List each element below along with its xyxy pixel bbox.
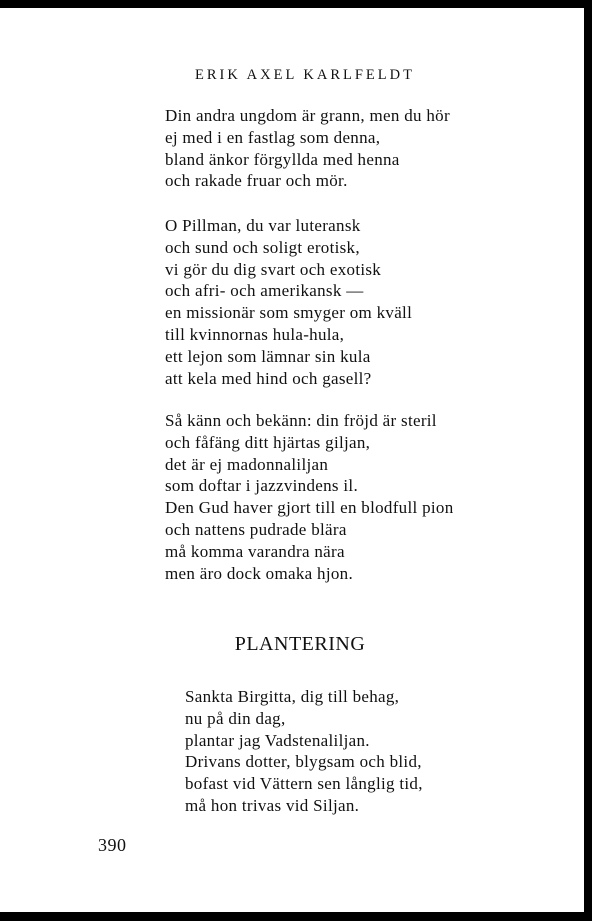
verse-line: må komma varandra nära: [165, 541, 345, 561]
verse-line: bofast vid Vättern sen långlig tid,: [185, 774, 423, 794]
book-page: [0, 8, 584, 912]
verse-line: men äro dock omaka hjon.: [165, 563, 354, 583]
verse-line: O Pillman, du var luteransk: [165, 216, 361, 235]
stanza: [165, 215, 412, 389]
page-number: 390: [98, 835, 127, 855]
verse-line: bland änkor förgyllda med henna: [165, 149, 400, 169]
verse-line: må hon trivas vid Siljan.: [185, 795, 360, 815]
verse-line: och sund och soligt erotisk,: [165, 237, 360, 257]
verse-line: Drivans dotter, blygsam och blid,: [185, 752, 422, 772]
verse-line: ett lejon som lämnar sin kula: [165, 346, 371, 366]
stanza: [185, 686, 423, 817]
running-head: ERIK AXEL KARLFELDT: [195, 67, 415, 83]
verse-line: Så känn och bekänn: din fröjd är steril: [165, 411, 437, 430]
stanza: [165, 410, 454, 584]
verse-line: och nattens pudrade blära: [165, 519, 347, 539]
verse-line: vi gör du dig svart och exotisk: [165, 259, 382, 279]
poem-title: PLANTERING: [234, 633, 366, 655]
verse-line: att kela med hind och gasell?: [165, 368, 372, 388]
verse-line: och afri- och amerikansk —: [165, 281, 364, 301]
verse-line: till kvinnornas hula-hula,: [165, 324, 345, 344]
verse-line: Din andra ungdom är grann, men du hör: [165, 106, 450, 125]
verse-line: det är ej madonnaliljan: [165, 454, 329, 474]
verse-line: och rakade fruar och mör.: [165, 171, 348, 191]
verse-line: Sankta Birgitta, dig till behag,: [185, 687, 400, 706]
stanza: [165, 105, 450, 192]
verse-line: och fåfäng ditt hjärtas giljan,: [165, 432, 371, 452]
verse-line: en missionär som smyger om kväll: [165, 303, 413, 323]
verse-line: nu på din dag,: [185, 708, 286, 728]
verse-line: som doftar i jazzvindens il.: [165, 476, 358, 496]
verse-line: ej med i en fastlag som denna,: [165, 127, 381, 147]
verse-line: plantar jag Vadstenaliljan.: [185, 730, 370, 750]
verse-line: Den Gud haver gjort till en blodfull pion: [165, 498, 454, 518]
